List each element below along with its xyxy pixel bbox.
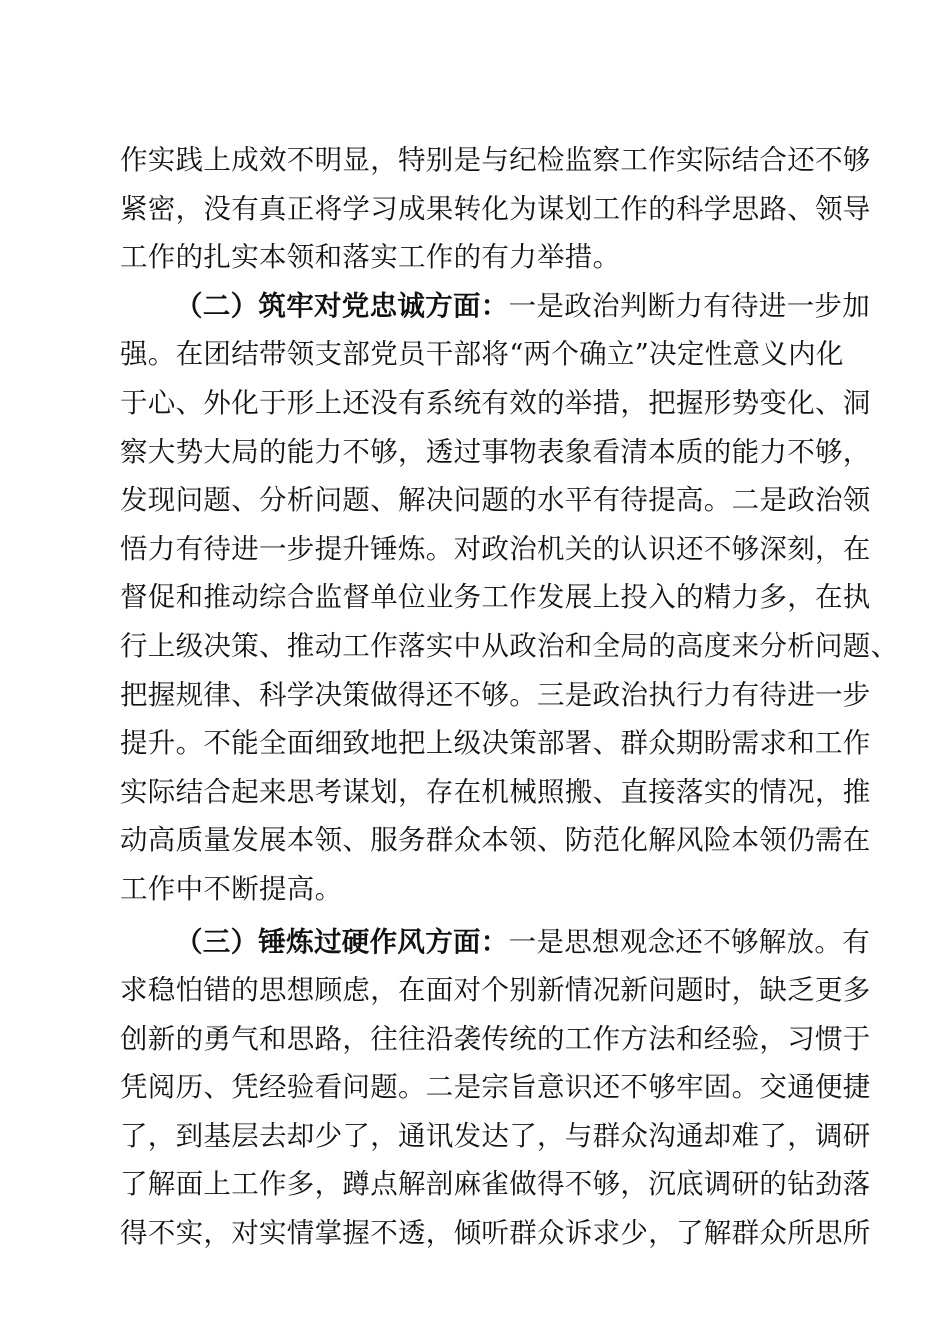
- paragraph-heading: （二）筑牢对党忠诚方面：: [175, 289, 509, 322]
- text-line: 实际结合起来思考谋划，存在机械照搬、直接落实的情况，推: [120, 775, 871, 808]
- paragraph: [120, 918, 871, 1258]
- paragraph: [120, 282, 899, 914]
- text-line: 动高质量发展本领、服务群众本领、防范化解风险本领仍需在: [120, 824, 871, 857]
- text-line: 提升。不能全面细致地把上级决策部署、群众期盼需求和工作: [120, 727, 871, 760]
- text-span: 一是思想观念还不够解放。有: [508, 925, 871, 958]
- text-line: 于心、外化于形上还没有系统有效的举措，把握形势变化、洞: [120, 386, 871, 419]
- text-line: 紧密，没有真正将学习成果转化为谋划工作的科学思路、领导: [120, 192, 871, 225]
- paragraph: [120, 136, 871, 282]
- text-line: [120, 918, 871, 967]
- text-line: 凭阅历、凭经验看问题。二是宗旨意识还不够牢固。交通便捷: [120, 1071, 871, 1104]
- text-line: 得不实，对实情掌握不透，倾听群众诉求少，了解群众所思所: [120, 1217, 871, 1250]
- text-line: 创新的勇气和思路，往往沿袭传统的工作方法和经验，习惯于: [120, 1022, 871, 1055]
- text-line: 悟力有待进一步提升锤炼。对政治机关的认识还不够深刻，在: [120, 532, 871, 565]
- text-line: 了，到基层去却少了，通讯发达了，与群众沟通却难了，调研: [120, 1119, 871, 1152]
- text-line: 工作中不断提高。: [120, 872, 343, 905]
- text-line: 行上级决策、推动工作落实中从政治和全局的高度来分析问题、: [120, 629, 899, 662]
- text-line: 把握规律、科学决策做得还不够。三是政治执行力有待进一步: [120, 678, 871, 711]
- text-line: 求稳怕错的思想顾虑，在面对个别新情况新问题时，缺乏更多: [120, 974, 871, 1007]
- text-span: 一是政治判断力有待进一步加: [508, 289, 871, 322]
- text-line: 作实践上成效不明显，特别是与纪检监察工作实际结合还不够: [120, 144, 871, 176]
- paragraph-heading: （三）锤炼过硬作风方面：: [175, 925, 509, 958]
- document-body: [120, 136, 899, 1258]
- text-line: 发现问题、分析问题、解决问题的水平有待提高。二是政治领: [120, 484, 871, 517]
- text-line: 督促和推动综合监督单位业务工作发展上投入的精力多，在执: [120, 581, 871, 614]
- text-line: 察大势大局的能力不够，透过事物表象看清本质的能力不够，: [120, 435, 871, 468]
- text-line: 强。在团结带领支部党员干部将“两个确立”决定性意义内化: [120, 338, 844, 371]
- text-line: [120, 282, 871, 331]
- text-line: 工作的扎实本领和落实工作的有力举措。: [120, 241, 621, 274]
- text-line: 了解面上工作多，蹲点解剖麻雀做得不够，沉底调研的钻劲落: [120, 1168, 871, 1201]
